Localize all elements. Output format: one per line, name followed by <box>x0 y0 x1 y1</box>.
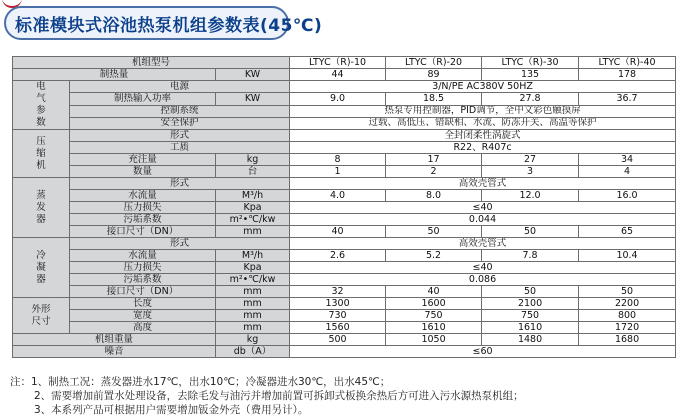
table-row <box>13 178 676 190</box>
input-power-value: 18.5 <box>386 93 482 105</box>
evaporator-flow-unit: M³/h <box>216 190 290 202</box>
evaporator-type-value: 高效壳管式 <box>290 178 676 190</box>
evaporator-group <box>13 178 70 238</box>
height-value: 1720 <box>579 322 676 334</box>
condenser-pipe-label: 接口尺寸（DN） <box>70 286 216 298</box>
evaporator-flow-label: 水流量 <box>70 190 216 202</box>
weight-label: 机组重量 <box>13 334 216 346</box>
evaporator-fouling-unit: m²•℃/kw <box>216 214 290 226</box>
width-unit: mm <box>216 310 290 322</box>
table-row <box>13 105 676 117</box>
group-char: 器 <box>36 273 46 285</box>
weight-value: 500 <box>290 334 386 346</box>
table-row <box>13 81 676 93</box>
input-power-value: 36.7 <box>579 93 676 105</box>
input-power-label: 制热输入功率 <box>70 93 216 105</box>
evaporator-pipe-value: 65 <box>579 226 676 238</box>
width-value: 750 <box>482 310 579 322</box>
weight-value: 1480 <box>482 334 579 346</box>
title-banner <box>4 6 323 40</box>
condenser-fouling-value: 0.086 <box>290 274 676 286</box>
count-unit: 台 <box>216 166 290 178</box>
condenser-pipe-value: 50 <box>482 286 579 298</box>
evaporator-flow-value: 8.0 <box>386 190 482 202</box>
model-name: LTYC（R)-40 <box>579 57 676 69</box>
table-row <box>13 117 676 129</box>
control-label: 控制系统 <box>70 105 290 117</box>
height-value: 1610 <box>482 322 579 334</box>
condenser-pipe-unit: mm <box>216 286 290 298</box>
input-power-unit: KW <box>216 93 290 105</box>
height-value: 1560 <box>290 322 386 334</box>
height-label: 高度 <box>70 322 216 334</box>
condenser-type-value: 高效壳管式 <box>290 238 676 250</box>
table-row <box>13 69 676 81</box>
table-row <box>13 226 676 238</box>
condenser-fouling-label: 污垢系数 <box>70 274 216 286</box>
group-char: 尺寸 <box>31 315 51 327</box>
charge-value: 27 <box>482 154 579 166</box>
width-label: 宽度 <box>70 310 216 322</box>
length-value: 1300 <box>290 298 386 310</box>
evaporator-pipe-unit: mm <box>216 226 290 238</box>
power-supply-label: 电源 <box>70 81 290 93</box>
condenser-flow-value: 5.2 <box>386 250 482 262</box>
length-label: 长度 <box>70 298 216 310</box>
condenser-pressure-value: ≤40 <box>290 262 676 274</box>
table-row <box>13 346 676 358</box>
evaporator-pipe-value: 50 <box>482 226 579 238</box>
noise-value: ≤60 <box>290 346 676 358</box>
count-value: 3 <box>482 166 579 178</box>
charge-value: 8 <box>290 154 386 166</box>
weight-value: 1050 <box>386 334 482 346</box>
group-char: 气 <box>36 93 46 104</box>
control-value: 热泵专用控制器，PID调节，全中文彩色触摸屏 <box>290 105 676 117</box>
table-row <box>13 238 676 250</box>
group-char: 蒸 <box>36 189 46 201</box>
compressor-type-label: 形式 <box>70 130 290 142</box>
evaporator-fouling-label: 污垢系数 <box>70 214 216 226</box>
count-value: 2 <box>386 166 482 178</box>
condenser-flow-value: 10.4 <box>579 250 676 262</box>
length-value: 2100 <box>482 298 579 310</box>
noise-unit: db（A） <box>216 346 290 358</box>
height-value: 1610 <box>386 322 482 334</box>
length-value: 1600 <box>386 298 482 310</box>
charge-value: 34 <box>579 154 676 166</box>
table-row <box>13 250 676 262</box>
page-title: 标准模块式浴池热泵机组参数表(45℃) <box>15 15 323 36</box>
length-unit: mm <box>216 298 290 310</box>
condenser-flow-label: 水流量 <box>70 250 216 262</box>
table-row <box>13 262 676 274</box>
condenser-pipe-value: 32 <box>290 286 386 298</box>
compressor-type-value: 全封闭柔性涡旋式 <box>290 130 676 142</box>
heating-label: 制热量 <box>13 69 216 81</box>
spec-table-container <box>12 56 675 358</box>
footnote: 注：1、制热工况：蒸发器进水17℃，出水10℃；冷凝器进水30℃，出水45℃； <box>10 376 391 388</box>
group-char: 器 <box>36 213 46 225</box>
evaporator-flow-value: 12.0 <box>482 190 579 202</box>
compressor-group <box>13 130 70 178</box>
condenser-pressure-label: 压力损失 <box>70 262 216 274</box>
evaporator-pipe-value: 40 <box>290 226 386 238</box>
charge-label: 充注量 <box>70 154 216 166</box>
group-char: 外形 <box>31 303 51 315</box>
heating-value: 135 <box>482 69 579 81</box>
evaporator-type-label: 形式 <box>70 178 290 190</box>
table-row <box>13 310 676 322</box>
model-name: LTYC（R)-10 <box>290 57 386 69</box>
refrigerant-label: 工质 <box>70 142 290 154</box>
dimensions-group <box>13 298 70 334</box>
model-name: LTYC（R)-20 <box>386 57 482 69</box>
table-row <box>13 142 676 154</box>
group-char: 电 <box>36 81 46 92</box>
spec-table <box>12 56 676 358</box>
width-value: 750 <box>386 310 482 322</box>
condenser-flow-value: 2.6 <box>290 250 386 262</box>
power-supply-value: 3/N/PE AC380V 50HZ <box>290 81 676 93</box>
table-row <box>13 322 676 334</box>
condenser-group <box>13 238 70 298</box>
table-row <box>13 93 676 105</box>
protection-label: 安全保护 <box>70 117 290 129</box>
group-char: 冷 <box>36 249 46 261</box>
condenser-fouling-unit: m²•℃/kw <box>216 274 290 286</box>
table-row <box>13 334 676 346</box>
evaporator-pipe-value: 50 <box>386 226 482 238</box>
group-char: 数 <box>36 117 46 128</box>
group-char: 参 <box>36 105 46 116</box>
length-value: 2200 <box>579 298 676 310</box>
group-char: 机 <box>36 159 46 171</box>
width-value: 730 <box>290 310 386 322</box>
group-char: 发 <box>36 201 46 213</box>
heating-value: 89 <box>386 69 482 81</box>
input-power-value: 27.8 <box>482 93 579 105</box>
heating-value: 44 <box>290 69 386 81</box>
evaporator-fouling-value: 0.044 <box>290 214 676 226</box>
charge-unit: kg <box>216 154 290 166</box>
input-power-value: 9.0 <box>290 93 386 105</box>
table-row <box>13 57 676 69</box>
table-row <box>13 154 676 166</box>
evaporator-pressure-label: 压力损失 <box>70 202 216 214</box>
footnotes <box>10 375 675 417</box>
condenser-flow-unit: M³/h <box>216 250 290 262</box>
evaporator-pressure-value: ≤40 <box>290 202 676 214</box>
noise-label: 噪音 <box>13 346 216 358</box>
count-label: 数量 <box>70 166 216 178</box>
table-row <box>13 190 676 202</box>
condenser-pressure-unit: Kpa <box>216 262 290 274</box>
table-row <box>13 274 676 286</box>
condenser-type-label: 形式 <box>70 238 290 250</box>
evaporator-pipe-label: 接口尺寸（DN） <box>70 226 216 238</box>
table-row <box>13 202 676 214</box>
evaporator-pressure-unit: Kpa <box>216 202 290 214</box>
table-row <box>13 130 676 142</box>
group-char: 凝 <box>36 261 46 273</box>
weight-value: 1680 <box>579 334 676 346</box>
group-char: 缩 <box>36 147 46 159</box>
footnote: 2、需要增加前置水处理设备，去除毛发与油污并增加前置可拆卸式板换余热后方可进入污水源热泵机组； <box>34 390 524 402</box>
model-name: LTYC（R)-30 <box>482 57 579 69</box>
group-char: 压 <box>36 135 46 147</box>
table-row <box>13 298 676 310</box>
condenser-flow-value: 7.8 <box>482 250 579 262</box>
height-unit: mm <box>216 322 290 334</box>
weight-unit: kg <box>216 334 290 346</box>
model-label: 机组型号 <box>13 57 290 69</box>
width-value: 800 <box>579 310 676 322</box>
refrigerant-value: R22、R407c <box>290 142 676 154</box>
evaporator-flow-value: 4.0 <box>290 190 386 202</box>
footnote: 3、本系列产品可根据用户需要增加钣金外壳（费用另计）。 <box>34 404 309 416</box>
table-row <box>13 214 676 226</box>
charge-value: 17 <box>386 154 482 166</box>
count-value: 4 <box>579 166 676 178</box>
evaporator-flow-value: 16.0 <box>579 190 676 202</box>
table-row <box>13 286 676 298</box>
heating-unit: KW <box>216 69 290 81</box>
table-row <box>13 166 676 178</box>
heating-value: 178 <box>579 69 676 81</box>
condenser-pipe-value: 50 <box>579 286 676 298</box>
protection-value: 过载、高低压、错缺相、水流、防冻开关、高温等保护 <box>290 117 676 129</box>
electrical-group <box>13 81 70 130</box>
count-value: 1 <box>290 166 386 178</box>
condenser-pipe-value: 40 <box>386 286 482 298</box>
